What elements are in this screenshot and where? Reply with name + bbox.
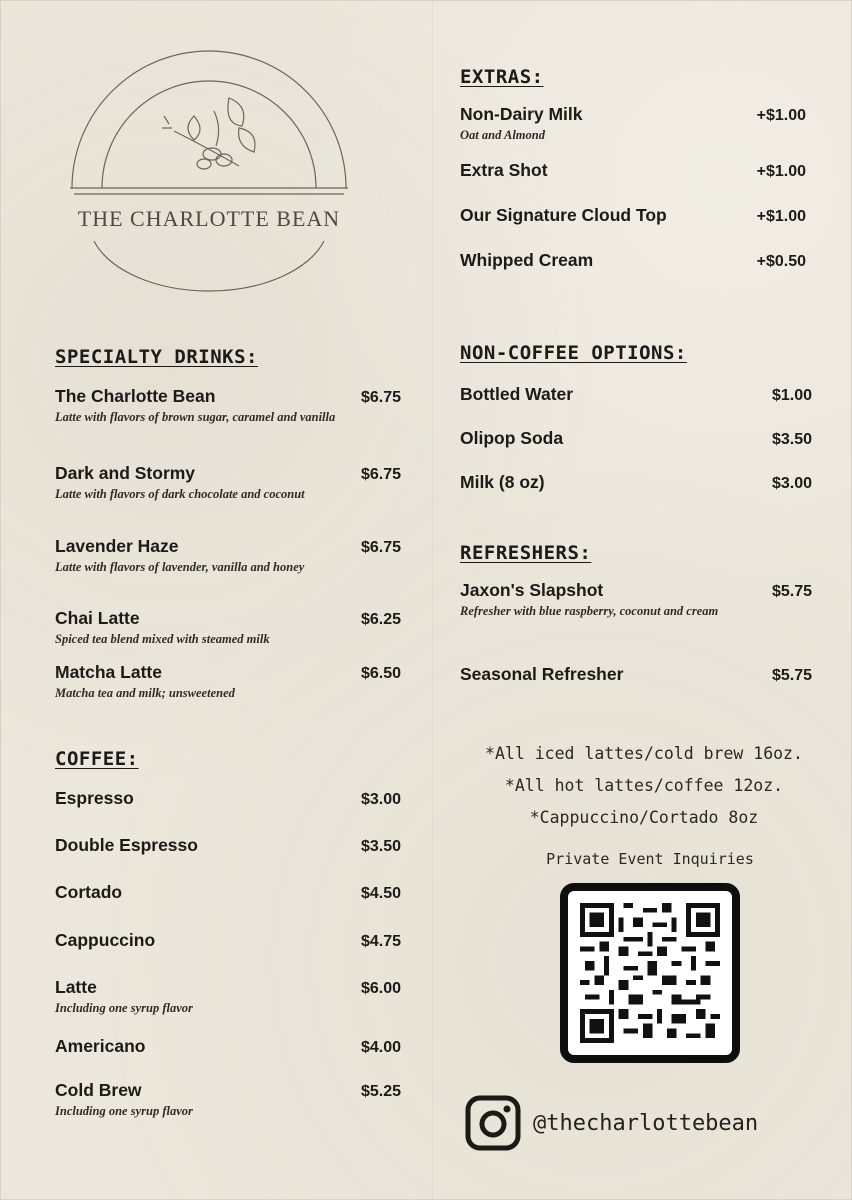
- size-note: *All iced lattes/cold brew 16oz.: [485, 744, 803, 763]
- menu-item: [55, 930, 401, 977]
- size-note: *Cappuccino/Cortado 8oz: [529, 808, 759, 827]
- item-name: Double Espresso: [55, 835, 198, 855]
- item-name: Bottled Water: [460, 384, 574, 404]
- instagram-icon: [465, 1095, 521, 1151]
- extras-list: [460, 104, 806, 290]
- menu-item: [460, 104, 806, 160]
- specialty-title: SPECIALTY DRINKS:: [55, 346, 258, 368]
- item-price: $3.00: [360, 791, 401, 808]
- item-price: +$1.00: [756, 163, 806, 180]
- specialty-list: [55, 386, 401, 712]
- menu-item: [55, 662, 401, 712]
- item-price: $3.50: [771, 431, 812, 448]
- social-handle[interactable]: [465, 1095, 758, 1151]
- menu-item: [55, 1036, 401, 1080]
- item-description: Including one syrup flavor: [55, 1001, 193, 1015]
- item-price: $6.75: [360, 466, 401, 483]
- size-notes: [444, 738, 844, 834]
- refreshers-list: [460, 580, 812, 694]
- qr-code[interactable]: [560, 883, 740, 1063]
- item-price: $5.75: [771, 667, 812, 684]
- item-name: Our Signature Cloud Top: [460, 205, 667, 225]
- coffee-title: COFFEE:: [55, 748, 139, 770]
- item-name: Dark and Stormy: [55, 463, 196, 483]
- item-name: Extra Shot: [460, 160, 548, 180]
- specialty-section: [55, 346, 401, 712]
- item-price: +$1.00: [756, 208, 806, 225]
- item-description: Latte with flavors of dark chocolate and coconut: [55, 487, 305, 501]
- extras-title: EXTRAS:: [460, 66, 544, 88]
- item-name: Latte: [55, 977, 97, 997]
- menu-item: [55, 977, 401, 1036]
- menu-item: [460, 472, 812, 512]
- item-name: Chai Latte: [55, 608, 140, 628]
- item-description: Refresher with blue raspberry, coconut and cream: [460, 604, 719, 618]
- item-name: The Charlotte Bean: [55, 386, 216, 406]
- menu-item: [460, 205, 806, 250]
- item-description: Spiced tea blend mixed with steamed milk: [55, 632, 270, 646]
- item-name: Matcha Latte: [55, 662, 162, 682]
- menu-item: [55, 386, 401, 463]
- item-name: Whipped Cream: [460, 250, 594, 270]
- menu-item: [460, 664, 812, 694]
- coffee-section: [55, 748, 401, 1120]
- item-price: $6.50: [360, 665, 401, 682]
- coffee-list: [55, 788, 401, 1120]
- menu-item: [460, 580, 812, 664]
- fold-line: [432, 0, 433, 1200]
- logo-emblem-icon: [64, 36, 354, 321]
- brand-logo: [64, 36, 354, 321]
- item-description: Latte with flavors of brown sugar, caramel and vanilla: [55, 410, 336, 424]
- refreshers-section: [460, 542, 812, 694]
- menu-item: [55, 1080, 401, 1120]
- menu-item: [55, 463, 401, 536]
- item-price: $6.25: [360, 611, 401, 628]
- item-price: +$1.00: [756, 107, 806, 124]
- menu-item: [55, 608, 401, 662]
- non-coffee-list: [460, 384, 812, 512]
- item-description: Latte with flavors of lavender, vanilla and honey: [55, 560, 305, 574]
- item-name: Americano: [55, 1036, 146, 1056]
- item-name: Cappuccino: [55, 930, 156, 950]
- menu-item: [55, 835, 401, 882]
- item-name: Milk (8 oz): [460, 472, 545, 492]
- refreshers-title: REFRESHERS:: [460, 542, 592, 564]
- item-price: $3.50: [360, 838, 401, 855]
- logo-brand-name: THE CHARLOTTE BEAN: [77, 206, 341, 231]
- private-event-inquiries: Private Event Inquiries: [546, 850, 754, 868]
- menu-item: [55, 882, 401, 930]
- item-price: $4.00: [360, 1039, 401, 1056]
- item-name: Espresso: [55, 788, 134, 808]
- item-description: Matcha tea and milk; unsweetened: [55, 686, 235, 700]
- item-price: $6.00: [360, 980, 401, 997]
- item-name: Lavender Haze: [55, 536, 179, 556]
- item-price: $4.50: [360, 885, 401, 902]
- item-name: Non-Dairy Milk: [460, 104, 583, 124]
- non-coffee-title: NON-COFFEE OPTIONS:: [460, 342, 687, 364]
- menu-item: [55, 536, 401, 608]
- menu-item: [460, 384, 812, 428]
- instagram-handle[interactable]: @thecharlottebean: [533, 1110, 759, 1136]
- item-price: $5.75: [771, 583, 812, 600]
- item-price: $1.00: [771, 387, 812, 404]
- item-price: $4.75: [360, 933, 401, 950]
- item-name: Cold Brew: [55, 1080, 142, 1100]
- item-price: $6.75: [360, 389, 401, 406]
- item-description: Including one syrup flavor: [55, 1104, 193, 1118]
- qr-code-icon: [580, 903, 720, 1043]
- menu-item: [460, 428, 812, 472]
- item-price: $3.00: [771, 475, 812, 492]
- item-description: Oat and Almond: [460, 128, 545, 142]
- item-name: Seasonal Refresher: [460, 664, 624, 684]
- item-price: $6.75: [360, 539, 401, 556]
- size-note: *All hot lattes/coffee 12oz.: [504, 776, 784, 795]
- non-coffee-section: [460, 342, 812, 512]
- menu-item: [460, 160, 806, 205]
- menu-item: [460, 250, 806, 290]
- item-name: Jaxon's Slapshot: [460, 580, 604, 600]
- item-price: +$0.50: [756, 253, 806, 270]
- item-name: Olipop Soda: [460, 428, 564, 448]
- menu-item: [55, 788, 401, 835]
- extras-section: [460, 66, 806, 290]
- item-price: $5.25: [360, 1083, 401, 1100]
- item-name: Cortado: [55, 882, 123, 902]
